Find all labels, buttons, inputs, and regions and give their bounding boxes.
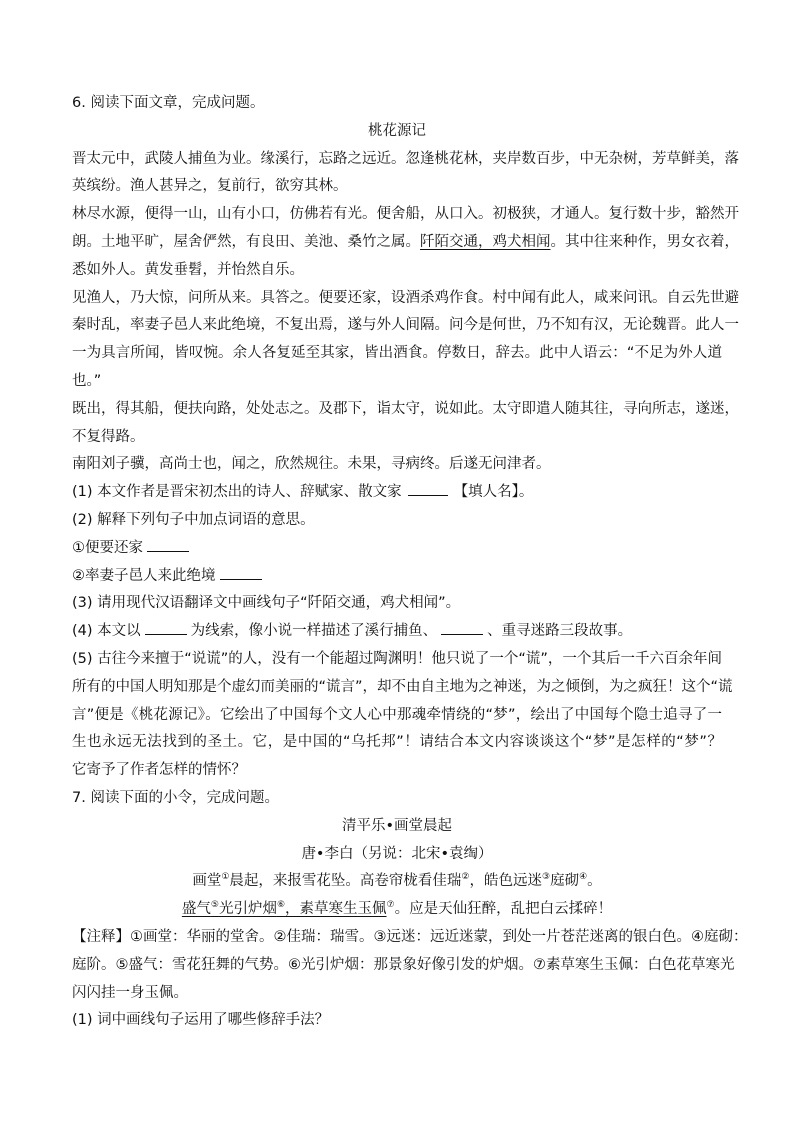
note-marker: ① xyxy=(221,872,230,883)
passage-line: 见渔人，乃大惊，问所从来。具答之。便要还家，设酒杀鸡作食。村中闻有此人，咸来问讯。自云先世避 xyxy=(72,289,739,306)
passage-line: 南阳刘子骥，高尚士也，闻之，欣然规往。未果，寻病终。后遂无问津者。 xyxy=(72,456,551,473)
passage-line: 晋太元中，武陵人捕鱼为业。缘溪行，忘路之远近。忽逢桃花林，夹岸数百步，中无杂树，芳草鲜美，落 xyxy=(72,150,739,167)
passage-line: 悉如外人。黄发垂髫，并怡然自乐。 xyxy=(72,261,304,278)
answer-blank[interactable] xyxy=(145,620,187,635)
sub-question-5-line: 生也永远无法找到的圣土。它，是中国的“乌托邦”！请结合本文内容谈谈这个“梦”是怎样的“梦”？ xyxy=(72,734,722,751)
passage-line: 也。” xyxy=(72,372,102,389)
note-marker: ③ xyxy=(542,872,551,883)
poem-title: 清平乐•画堂晨起 xyxy=(341,817,453,834)
poem-line: 画堂①晨起，来报雪花坠。高卷帘栊看佳瑞②，皓色远迷③庭砌④。 xyxy=(192,872,602,890)
note-marker: ⑤ xyxy=(210,900,219,911)
sub-question-3: (3) 请用现代汉语翻译文中画线句子“阡陌交通，鸡犬相闻”。 xyxy=(72,595,461,612)
document-page xyxy=(72,90,748,1035)
underlined-poem-sentence: 盛气⑤光引炉烟⑥，素草寒生玉佩 xyxy=(181,900,387,918)
sub-question-2: (2) 解释下列句子中加点词语的意思。 xyxy=(72,511,315,528)
question-6-heading: 6. 阅读下面文章，完成问题。 xyxy=(72,95,265,111)
sub-question-5-line: 言”便是《桃花源记》。它绘出了中国每个文人心中那魂牵情绕的“梦”，绘出了中国每个隐士追寻了一 xyxy=(72,706,722,723)
notes-line: 【注释】①画堂：华丽的堂舍。②佳瑞：瑞雪。③远迷：远近迷蒙，到处一片苍茫迷离的银白色。④庭砌： xyxy=(72,928,748,945)
sub-question-1: (1) 本文作者是晋宋初杰出的诗人、辞赋家、散文家 【填人名】。 xyxy=(72,479,722,507)
underlined-sentence: 阡陌交通，鸡犬相闻 xyxy=(420,233,551,250)
answer-blank[interactable] xyxy=(220,565,262,580)
passage-line: 既出，得其船，便扶向路，处处志之。及郡下，诣太守，说如此。太守即遣人随其往，寻向所志，遂迷， xyxy=(72,400,739,417)
notes-line: 庭阶。⑤盛气：雪花狂舞的气势。⑥光引炉烟：那景象好像引发的炉烟。⑦素草寒生玉佩：白色花草寒光 xyxy=(72,956,735,973)
sub-question-5-line: 所有的中国人明知那是个虚幻而美丽的“谎言”，却不由自主地为之神迷，为之倾倒，为之疯狂！这个“谎 xyxy=(72,678,733,695)
poem-author: 唐•李白（另说：北宋•袁绹） xyxy=(301,845,493,862)
note-marker: ⑥ xyxy=(276,900,286,911)
passage-line: 不复得路。 xyxy=(72,428,145,445)
answer-blank[interactable] xyxy=(147,537,189,552)
sub-question-5-line: (5) 古往今来擅于“说谎”的人，没有一个能超过陶渊明！他只说了一个“谎”，一个其后一千六百余年间 xyxy=(72,650,722,667)
q7-sub-question-1: (1) 词中画线句子运用了哪些修辞手法？ xyxy=(72,1012,330,1029)
note-marker: ④ xyxy=(579,872,588,883)
passage-line: 一为具言所闻，皆叹惋。余人各复延至其家，皆出酒食。停数日，辞去。此中人语云：“不足为外人道 xyxy=(72,345,722,362)
poem-line: 盛气⑤光引炉烟⑥，素草寒生玉佩⑦。应是天仙狂醉，乱把白云揉碎！ xyxy=(181,900,613,918)
sub-question-4: (4) 本文以 为线索，像小说一样描述了溪行捕鱼、 、重寻迷路三段故事。 xyxy=(72,618,722,646)
note-marker: ⑦ xyxy=(386,900,395,911)
answer-blank[interactable] xyxy=(441,620,483,635)
question-7-heading: 7. 阅读下面的小令，完成问题。 xyxy=(72,789,279,806)
passage-line: 朗。土地平旷，屋舍俨然，有良田、美池、桑竹之属。阡陌交通，鸡犬相闻。其中往来种作，男女衣着， xyxy=(72,233,739,250)
passage-line: 林尽水源，便得一山，山有小口，仿佛若有光。便舍船，从口入。初极狭，才通人。复行数十步，豁然开 xyxy=(72,206,739,223)
passage-line: 英缤纷。渔人甚异之，复前行，欲穷其林。 xyxy=(72,178,348,195)
sub-question-2-item: ①便要还家 xyxy=(72,535,722,563)
notes-line: 闪闪挂一身玉佩。 xyxy=(72,984,188,1001)
passage-title: 桃花源记 xyxy=(368,122,426,139)
passage-line: 秦时乱，率妻子邑人来此绝境，不复出焉，遂与外人间隔。问今是何世，乃不知有汉，无论魏晋。此人一 xyxy=(72,317,739,334)
answer-blank[interactable] xyxy=(408,481,448,496)
sub-question-2-item: ②率妻子邑人来此绝境 xyxy=(72,563,722,591)
sub-question-5-line: 它寄予了作者怎样的情怀？ xyxy=(72,762,246,779)
note-marker: ② xyxy=(461,872,470,883)
